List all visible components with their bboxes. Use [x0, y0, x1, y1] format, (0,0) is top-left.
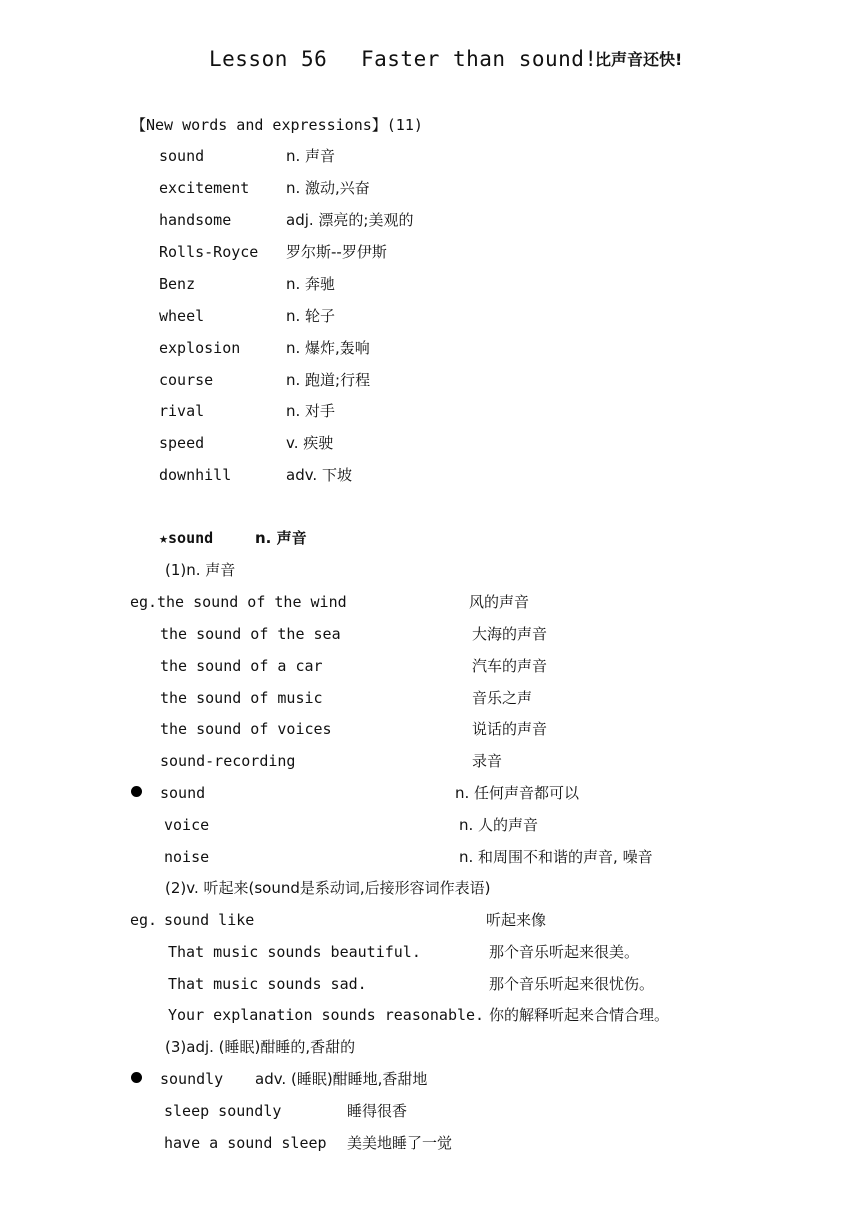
compare-meaning: n. 人的声音 — [459, 816, 539, 834]
vocab-word: explosion — [159, 339, 241, 357]
eg-label: eg. — [130, 593, 158, 611]
star-word: ★sound — [159, 529, 214, 547]
vocab-word: excitement — [159, 179, 250, 197]
vocab-meaning: n. 跑道;行程 — [286, 371, 371, 389]
vocab-meaning: n. 奔驰 — [286, 275, 336, 293]
compare-meaning: n. 任何声音都可以 — [455, 784, 580, 802]
example-cn: 录音 — [472, 752, 503, 770]
vocab-word: handsome — [159, 211, 232, 229]
soundly-word: soundly — [160, 1070, 224, 1088]
vocab-meaning: n. 爆炸,轰响 — [286, 339, 370, 357]
example-en: the sound of music — [160, 689, 323, 707]
example-en: That music sounds sad. — [168, 975, 367, 993]
sense-2-heading: (2)v. 听起来(sound是系动词,后接形容词作表语) — [165, 879, 491, 897]
vocab-word: downhill — [159, 466, 232, 484]
example-cn: 那个音乐听起来很美。 — [489, 943, 640, 961]
example-en: sleep soundly — [164, 1102, 282, 1120]
star-meaning: n. 声音 — [255, 529, 307, 547]
vocab-word: sound — [159, 147, 205, 165]
example-cn: 美美地睡了一觉 — [347, 1134, 453, 1152]
example-en: the sound of the wind — [157, 593, 347, 611]
vocab-meaning: n. 对手 — [286, 402, 336, 420]
example-cn: 汽车的声音 — [472, 657, 548, 675]
vocab-meaning: adv. 下坡 — [286, 466, 352, 484]
vocab-meaning: n. 激动,兴奋 — [286, 179, 370, 197]
example-cn: 听起来像 — [486, 911, 547, 929]
compare-word: voice — [164, 816, 210, 834]
vocab-word: rival — [159, 402, 205, 420]
lesson-title-en: Faster than sound! — [361, 47, 598, 71]
new-words-heading: 【New words and expressions】(11) — [131, 116, 423, 134]
sense-3-heading: (3)adj. (睡眠)酣睡的,香甜的 — [165, 1038, 356, 1056]
lesson-number: Lesson 56 — [209, 47, 328, 71]
vocab-word: speed — [159, 434, 205, 452]
vocab-meaning: n. 轮子 — [286, 307, 336, 325]
vocab-meaning: 罗尔斯--罗伊斯 — [286, 243, 387, 261]
soundly-meaning: adv. (睡眠)酣睡地,香甜地 — [255, 1070, 428, 1088]
example-en: the sound of a car — [160, 657, 323, 675]
example-en: That music sounds beautiful. — [168, 943, 421, 961]
compare-meaning: n. 和周围不和谐的声音, 噪音 — [459, 848, 653, 866]
vocab-word: Benz — [159, 275, 196, 293]
eg-label: eg. — [130, 911, 158, 929]
compare-word: noise — [164, 848, 210, 866]
compare-word: sound — [160, 784, 206, 802]
example-en: have a sound sleep — [164, 1134, 327, 1152]
vocab-meaning: v. 疾驶 — [286, 434, 334, 452]
example-cn: 那个音乐听起来很忧伤。 — [489, 975, 655, 993]
example-en: sound-recording — [160, 752, 296, 770]
example-cn: 说话的声音 — [472, 720, 548, 738]
vocab-word: Rolls-Royce — [159, 243, 259, 261]
example-cn: 风的声音 — [469, 593, 530, 611]
vocab-meaning: adj. 漂亮的;美观的 — [286, 211, 414, 229]
example-en: sound like — [164, 911, 255, 929]
example-en: Your explanation sounds reasonable. — [168, 1006, 485, 1024]
example-cn: 音乐之声 — [472, 689, 533, 707]
example-en: the sound of the sea — [160, 625, 341, 643]
lesson-title-cn: 比声音还快! — [595, 50, 683, 69]
bullet-icon — [131, 786, 142, 797]
vocab-meaning: n. 声音 — [286, 147, 336, 165]
vocab-word: wheel — [159, 307, 205, 325]
example-en: the sound of voices — [160, 720, 332, 738]
bullet-icon — [131, 1072, 142, 1083]
sense-1-heading: (1)n. 声音 — [165, 561, 236, 579]
example-cn: 大海的声音 — [472, 625, 548, 643]
example-cn: 你的解释听起来合情合理。 — [489, 1006, 670, 1024]
example-cn: 睡得很香 — [347, 1102, 408, 1120]
vocab-word: course — [159, 371, 214, 389]
